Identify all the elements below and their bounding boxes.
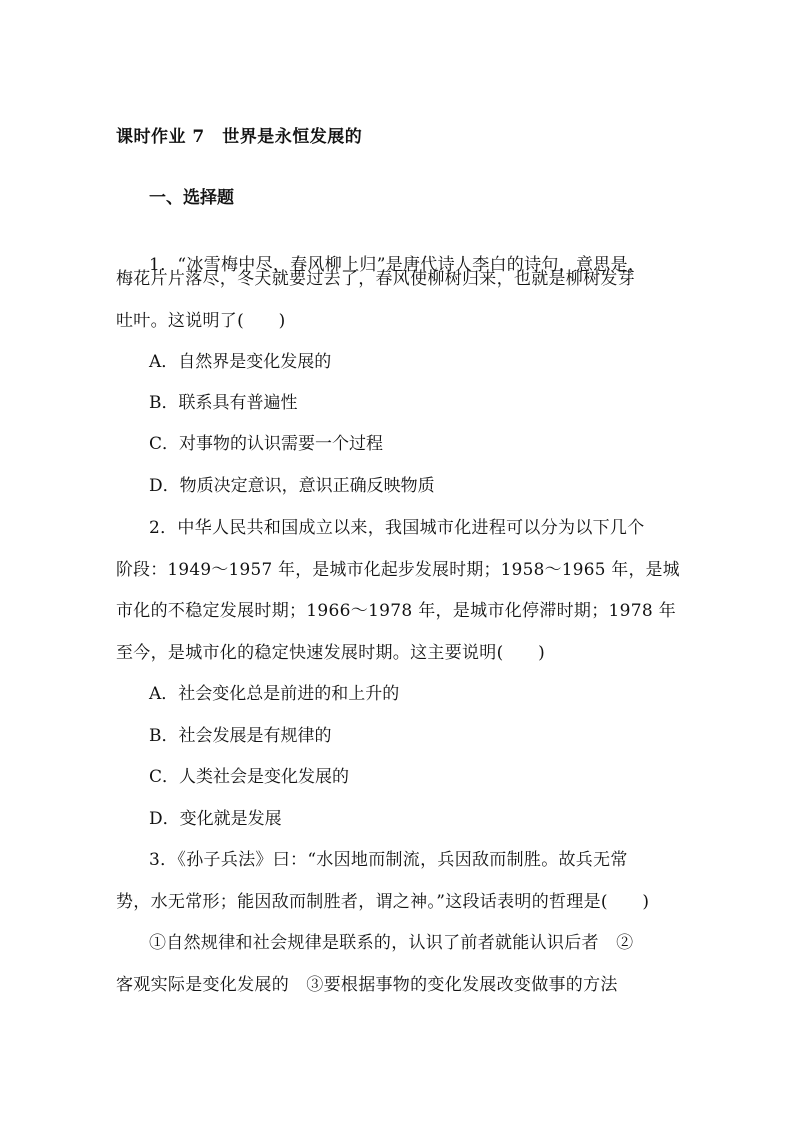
question-3-line-4: 客观实际是变化发展的 ③要根据事物的变化发展改变做事的方法 — [116, 975, 618, 995]
question-1-option-c: C．对事物的认识需要一个过程 — [149, 434, 384, 454]
question-1-option-a: A．自然界是变化发展的 — [149, 352, 332, 372]
question-1-line-3: 吐叶。这说明了( ) — [116, 311, 286, 331]
question-2-line-2: 阶段：1949～1957 年，是城市化起步发展时期；1958～1965 年，是城 — [116, 560, 680, 580]
question-2-option-d: D．变化就是发展 — [149, 809, 282, 829]
question-2-line-3: 市化的不稳定发展时期；1966～1978 年，是城市化停滞时期；1978 年 — [116, 601, 676, 621]
page-title: 课时作业 7 世界是永恒发展的 — [116, 127, 363, 147]
question-2-line-1: 2．中华人民共和国成立以来，我国城市化进程可以分为以下几个 — [149, 518, 645, 538]
question-2-option-c: C．人类社会是变化发展的 — [149, 767, 350, 787]
section-heading: 一、选择题 — [149, 188, 234, 208]
question-1-option-d: D．物质决定意识，意识正确反映物质 — [149, 476, 435, 496]
question-3-line-2: 势，水无常形；能因敌而制胜者，谓之神。”这段话表明的哲理是( ) — [116, 892, 650, 912]
question-2-line-4: 至今，是城市化的稳定快速发展时期。这主要说明( ) — [116, 643, 546, 663]
question-2-option-a: A．社会变化总是前进的和上升的 — [149, 684, 400, 704]
question-1-option-b: B．联系具有普遍性 — [149, 393, 298, 413]
question-3-line-3: ①自然规律和社会规律是联系的，认识了前者就能认识后者 ② — [149, 933, 634, 953]
question-2-option-b: B．社会发展是有规律的 — [149, 726, 332, 746]
question-3-line-1: 3．《孙子兵法》曰：“水因地而制流，兵因敌而制胜。故兵无常 — [149, 850, 628, 870]
question-1-line-2: 梅花片片落尽，冬天就要过去了，春风使柳树归来，也就是柳树发芽 — [116, 269, 635, 289]
question-1-line-1: 1．“冰雪梅中尽，春风柳上归”是唐代诗人李白的诗句，意思是， — [149, 255, 646, 275]
